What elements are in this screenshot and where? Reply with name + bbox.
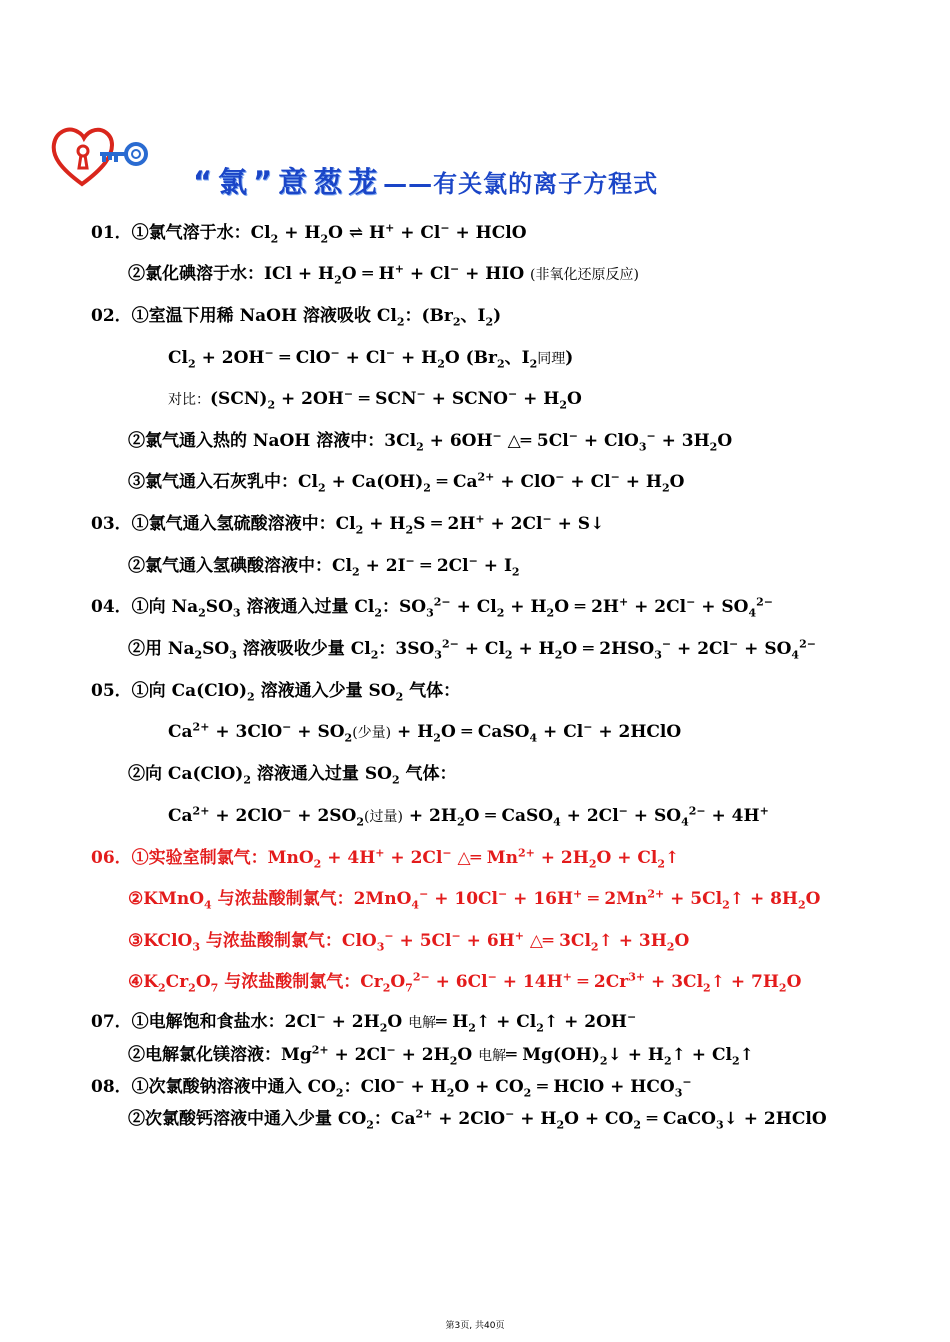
equation-line: $Cl_2 + 2OH^-$ ═ $ClO^- + Cl^- + H_2O$ ($Br_2$、$I_2$同理) <box>168 346 574 371</box>
equation-line: 06．①实验室制氯气：MnO$_2$ + 4H+ + 2Cl− △═ $Mn^{2+} + 2H_2O$ + $Cl_2↑$ <box>91 846 680 871</box>
equation-line: 04．①向 $Na_2SO_3$ 溶液通入过量 $Cl_2$：$SO_3^{2-} + Cl_2 + H_2O$ ═ $2H^+ + 2Cl^- + SO_4^{2-}$ <box>91 595 774 620</box>
equation-line: ②氯化碘溶于水：ICl + $H_2O$ ═ H+ + Cl− + HIO (非氧化还原反应) <box>128 262 639 287</box>
equation-line: ②向 $Ca(ClO)_2$ 溶液通入过量 $SO_2$ 气体： <box>128 764 457 787</box>
equation-line: 对比：$(SCN)_2 + 2OH^-$ ═ SCN− + SCNO− + $H_2O$ <box>168 387 582 412</box>
equation-line: 02．①室温下用稀 NaOH 溶液吸收 $Cl_2$：($Br_2$、$I_2$) <box>91 306 502 329</box>
heart-key-logo-icon <box>50 124 155 190</box>
equation-line: ②次氯酸钙溶液中通入少量 $CO_2$：$Ca^{2+} + 2ClO^- + H_2O + CO_2$ ═ CaCO$_3$↓ + 2HClO <box>128 1107 827 1132</box>
title-main: “氯”意葱茏 <box>193 165 384 199</box>
equation-line: 07．①电解饱和食盐水：$2Cl^- + 2H_2O$ 电解═ $H_2↑$ + $Cl_2↑ + 2OH^-$ <box>91 1010 637 1035</box>
equation-line: ②KMnO$_4$ 与浓盐酸制氯气：2MnO$_4$− + 10Cl− + 16H+ ═ $2Mn^{2+}$ + $5Cl_2↑ + 8H_2O$ <box>128 887 821 912</box>
page-footer: 第3页, 共40页 <box>445 1321 505 1331</box>
equation-line: 01．①氯气溶于水：$Cl_2 + H_2O$ ⇌ H+ + Cl− + HClO <box>91 221 527 246</box>
title-subtitle: ——有关氯的离子方程式 <box>383 170 659 198</box>
equation-line: ②电解氯化镁溶液：$Mg^{2+} + 2Cl^- + 2H_2O$ 电解═ $Mg(OH)_2↓$ + $H_2↑$ + $Cl_2↑$ <box>128 1043 754 1068</box>
equation-line: ②用 $Na_2SO_3$ 溶液吸收少量 $Cl_2$：$3SO_3^{2-} + Cl_2 + H_2O$ ═ $2HSO_3^- + 2Cl^- + SO_4^{2-}$ <box>128 637 816 662</box>
equation-line: $Ca^{2+} + 3ClO^- + SO_2$(少量) + $H_2O$ ═ CaSO$_4$ + Cl− + 2HClO <box>168 720 682 745</box>
equation-line: ③氯气通入石灰乳中：$Cl_2 + Ca(OH)_2$ ═ $Ca^{2+} + ClO^- + Cl^- + H_2O$ <box>128 470 685 495</box>
page-title <box>193 160 658 201</box>
equation-line: ②氯气通入氢碘酸溶液中：$Cl_2 + 2I^-$ ═ $2Cl^- + I_2$ <box>128 554 520 579</box>
equation-line: ②氯气通入热的 NaOH 溶液中：$3Cl_2 + 6OH^-$ △═ $5Cl^- + ClO_3^- + 3H_2O$ <box>128 429 733 454</box>
equation-line: 03．①氯气通入氢硫酸溶液中：$Cl_2 + H_2S$ ═ 2H+ + 2Cl− + S↓ <box>91 512 605 537</box>
equation-line: $Ca^{2+} + 2ClO^- + 2SO_2$(过量) + $2H_2O$ ═ CaSO$_4$ + $2Cl^- + SO_4^{2-} + 4H^+$ <box>168 804 769 829</box>
equation-line: 05．①向 $Ca(ClO)_2$ 溶液通入少量 $SO_2$ 气体： <box>91 681 461 704</box>
equation-line: 08．①次氯酸钠溶液中通入 $CO_2$：$ClO^- + H_2O + CO_2$ ═ HClO + $HCO_3^-$ <box>91 1075 692 1100</box>
equation-line: $④K_2Cr_2O_7$ 与浓盐酸制氯气：$Cr_2O_7^{2-} + 6Cl^- + 14H^+$ ═ $2Cr^{3+}$ + $3Cl_2↑ + 7H_2O$ <box>128 970 802 995</box>
equation-line: ③KClO$_3$ 与浓盐酸制氯气：ClO$_3$− + 5Cl− + 6H+ △═ $3Cl_2↑ + 3H_2O$ <box>128 929 690 954</box>
